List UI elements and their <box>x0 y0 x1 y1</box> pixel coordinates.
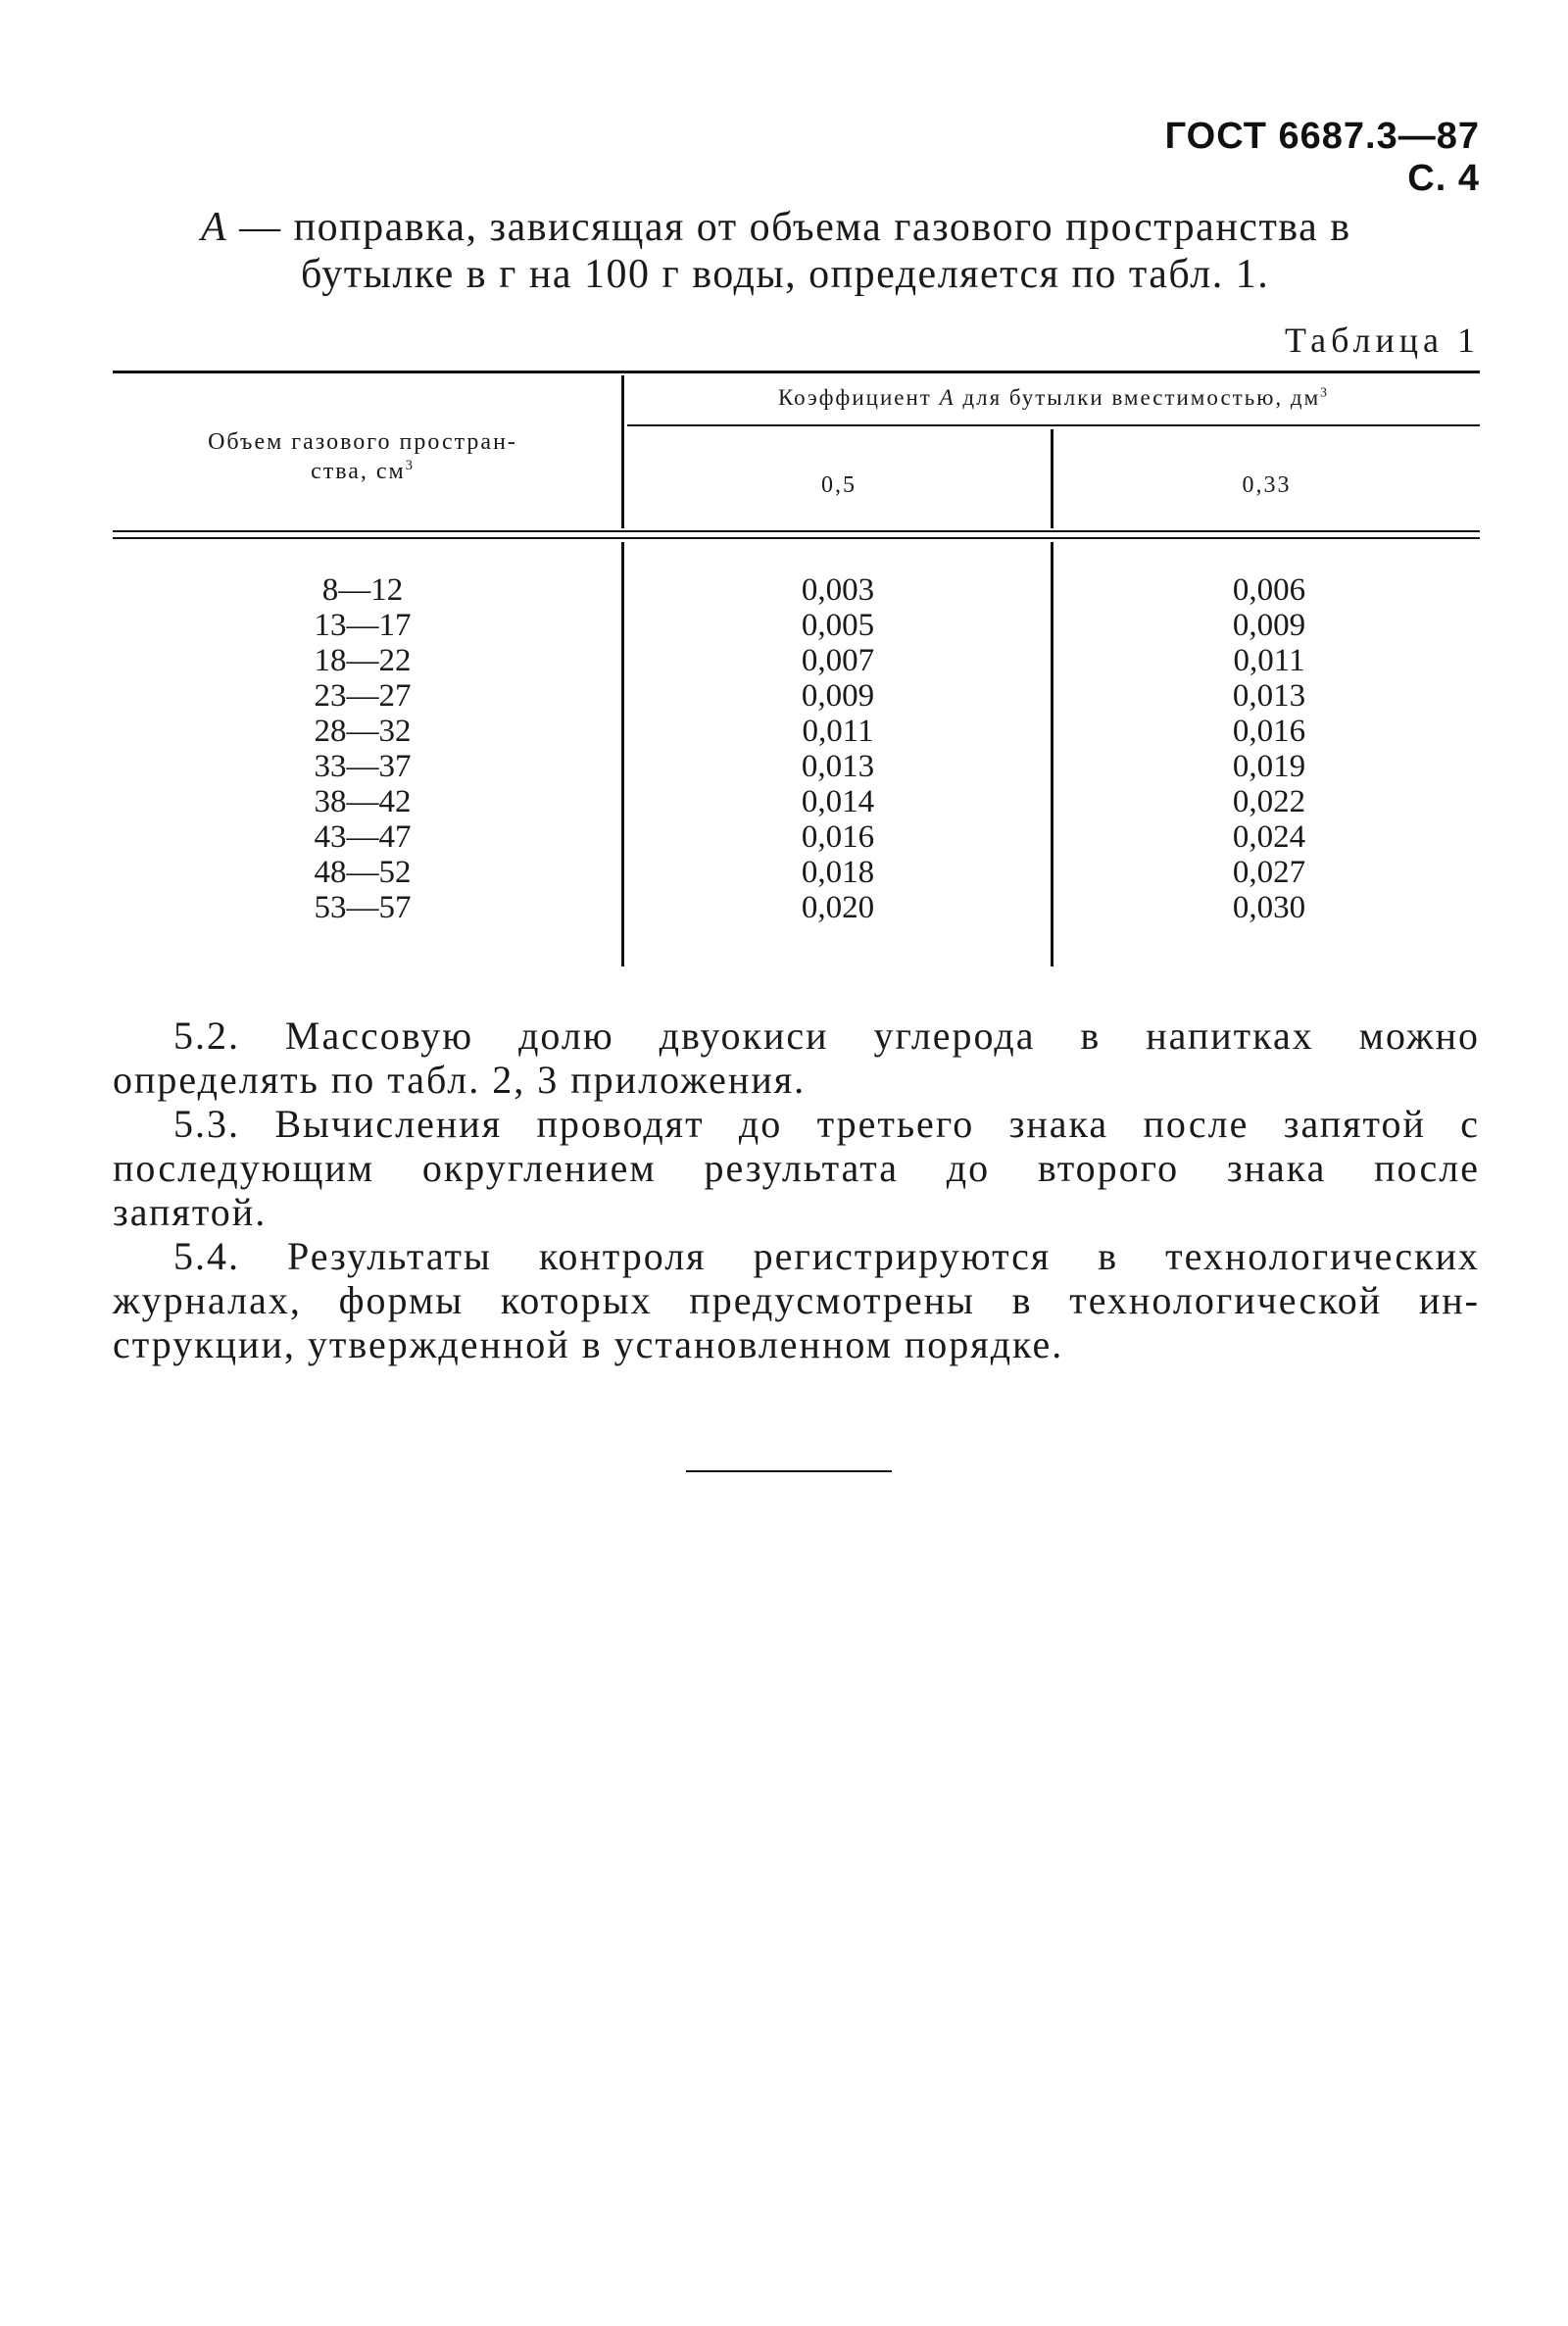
paragraph-line: струкции, утвержденной в установленном порядке. <box>113 1322 1064 1366</box>
column-volume <box>265 572 461 925</box>
table-cell-coefficient: 0,018 <box>801 855 875 890</box>
column-group-header <box>627 385 1480 411</box>
table-cell-coefficient: 0,024 <box>1232 819 1306 855</box>
table-cell-coefficient: 0,013 <box>801 749 875 784</box>
table-top-rule <box>113 371 1480 373</box>
paragraph-5-4 <box>113 1234 1480 1366</box>
group-header-prefix: Коэффициент <box>777 385 940 410</box>
definition-line-1 <box>201 204 1485 251</box>
definition-text-1: поправка, зависящая от объема газового пространства в <box>293 205 1351 250</box>
table-cell-volume: 53—57 <box>314 890 412 925</box>
unit-exponent: 3 <box>1320 384 1330 400</box>
paragraph-line: 5.3. Вычисления проводят до третьего знака после запятой с <box>173 1102 1480 1146</box>
column-header-volume-line-2 <box>113 457 612 486</box>
definition-line-2: бутылке в г на 100 г воды, определяется по табл. 1. <box>301 252 1270 297</box>
table-cell-volume: 23—27 <box>314 678 412 714</box>
paragraph-line: журналах, формы которых предусмотрены в технологической ин- <box>113 1278 1480 1322</box>
table-cell-coefficient: 0,011 <box>802 714 874 749</box>
paragraph-line: последующим округлением результата до второго знака после <box>113 1146 1480 1190</box>
group-header-symbol: А <box>939 385 956 410</box>
table-cell-coefficient: 0,014 <box>801 784 875 819</box>
table-cell-coefficient: 0,013 <box>1232 678 1306 714</box>
table-cell-coefficient: 0,007 <box>801 643 875 678</box>
table-cell-coefficient: 0,022 <box>1232 784 1306 819</box>
table-cell-volume: 18—22 <box>314 643 412 678</box>
column-header-volume <box>113 427 612 486</box>
page-header: ГОСТ 6687.3—87 С. 4 <box>1164 116 1480 199</box>
paragraph-line: определять по табл. 2, 3 приложения. <box>113 1058 807 1102</box>
table-cell-coefficient: 0,020 <box>801 890 875 925</box>
end-separator-rule <box>686 1470 892 1472</box>
table-cell-coefficient: 0,030 <box>1232 890 1306 925</box>
header-bottom-rule-2 <box>113 537 1480 539</box>
table-cell-volume: 28—32 <box>314 714 412 749</box>
group-header-suffix: для бутылки вместимостью, дм <box>955 385 1321 410</box>
paragraph-line: 5.4. Результаты контроля регистрируются в технологических <box>173 1234 1480 1278</box>
definition-dash: — <box>227 205 294 250</box>
paragraph-line: 5.2. Массовую долю двуокиси углерода в напитках можно <box>173 1014 1480 1058</box>
paragraph-5-2 <box>113 1014 1480 1102</box>
column-header-0-33: 0,33 <box>1242 472 1292 498</box>
paragraph-5-3 <box>113 1102 1480 1234</box>
table-cell-coefficient: 0,011 <box>1233 643 1305 678</box>
table-cell-coefficient: 0,019 <box>1232 749 1306 784</box>
table-cell-coefficient: 0,005 <box>801 608 875 643</box>
table-cell-volume: 43—47 <box>314 819 412 855</box>
table-divider-1-header <box>621 375 624 528</box>
column-coefficient-0-5 <box>740 572 936 925</box>
column-header-volume-unit: ства, см <box>311 459 406 484</box>
table-cell-volume: 13—17 <box>314 608 412 643</box>
table-cell-volume: 48—52 <box>314 855 412 890</box>
paragraph-line: запятой. <box>113 1190 268 1234</box>
table-cell-volume: 33—37 <box>314 749 412 784</box>
table-divider-2-body <box>1051 542 1054 966</box>
table-cell-volume: 38—42 <box>314 784 412 819</box>
column-header-0-5: 0,5 <box>821 472 857 498</box>
table-cell-coefficient: 0,016 <box>801 819 875 855</box>
group-header-rule <box>627 424 1480 426</box>
definition-symbol: А <box>201 205 228 250</box>
column-coefficient-0-33 <box>1171 572 1367 925</box>
table-title: Таблица 1 <box>1285 321 1480 360</box>
table-cell-coefficient: 0,009 <box>1232 608 1306 643</box>
table-cell-coefficient: 0,027 <box>1232 855 1306 890</box>
header-bottom-rule-1 <box>113 530 1480 532</box>
definition-block <box>201 204 1485 298</box>
table-cell-coefficient: 0,006 <box>1232 572 1306 608</box>
table-cell-volume: 8—12 <box>321 572 404 608</box>
unit-exponent: 3 <box>405 458 415 473</box>
table-divider-1-body <box>621 542 624 966</box>
column-header-volume-line-1: Объем газового простран- <box>208 429 517 455</box>
table-cell-coefficient: 0,003 <box>801 572 875 608</box>
table-cell-coefficient: 0,009 <box>801 678 875 714</box>
table-cell-coefficient: 0,016 <box>1232 714 1306 749</box>
